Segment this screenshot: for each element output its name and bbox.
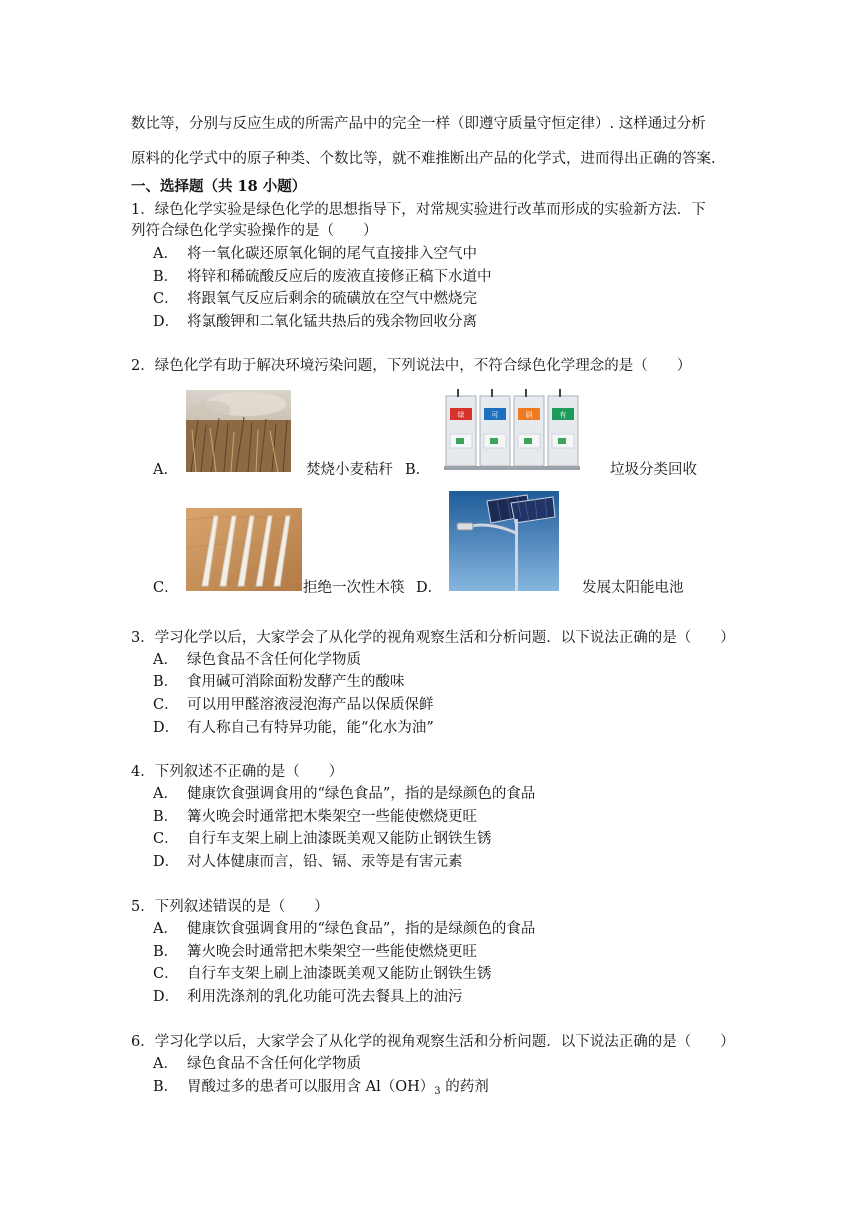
bin-label: 厨 <box>525 411 533 419</box>
option-text: 利用洗涤剂的乳化功能可洗去餐具上的油污 <box>187 989 463 1005</box>
solar-streetlight-image <box>449 491 559 591</box>
option-text-tail: 的药剂 <box>440 1079 489 1095</box>
subscript: 3 <box>434 1086 441 1097</box>
option-letter: A． <box>153 921 178 937</box>
option-letter: C． <box>153 831 179 847</box>
option-text: 焚烧小麦秸秆 <box>306 462 393 478</box>
option-text: 篝火晚会时通常把木柴架空一些能使燃烧更旺 <box>187 944 477 960</box>
question-6-stem: 6．学习化学以后，大家学会了从化学的视角观察生活和分析问题．以下说法正确的是（ ） <box>131 1034 735 1050</box>
option-text: 健康饮食强调食用的“绿色食品”，指的是绿颜色的食品 <box>187 786 536 802</box>
option-letter: D． <box>153 720 180 736</box>
option-letter: B． <box>153 1079 179 1095</box>
option-letter: D． <box>416 580 443 596</box>
option-letter: A． <box>153 652 178 668</box>
option-text <box>187 1075 489 1096</box>
bin-label: 有 <box>559 411 567 419</box>
option-text: 将氯酸钾和二氧化锰共热后的残余物回收分离 <box>187 314 477 330</box>
option-letter: B． <box>405 462 431 478</box>
option-text: 将跟氧气反应后剩余的硫磺放在空气中燃烧完 <box>187 291 477 307</box>
option-letter: D． <box>153 854 180 870</box>
bin-label: 绿 <box>457 411 465 419</box>
option-text: 自行车支架上刷上油漆既美观又能防止钢铁生锈 <box>187 831 492 847</box>
question-5-stem: 5．下列叙述错误的是（ ） <box>131 899 329 915</box>
option-letter: B． <box>153 674 179 690</box>
option-letter: C． <box>153 697 179 713</box>
option-letter: C． <box>153 291 179 307</box>
option-letter: B． <box>153 809 179 825</box>
option-text: 有人称自己有特异功能，能“化水为油” <box>187 720 434 736</box>
intro-line-1: 数比等，分别与反应生成的所需产品中的完全一样（即遵守质量守恒定律）. 这样通过分析 <box>131 116 706 132</box>
option-text: 将一氧化碳还原氧化铜的尾气直接排入空气中 <box>187 246 477 262</box>
bin-label: 可 <box>491 411 499 419</box>
option-text: 篝火晚会时通常把木柴架空一些能使燃烧更旺 <box>187 809 477 825</box>
option-letter: A． <box>153 786 178 802</box>
option-text: 自行车支架上刷上油漆既美观又能防止钢铁生锈 <box>187 966 492 982</box>
option-letter: A． <box>153 246 178 262</box>
question-1-stem-line-1: 1．绿色化学实验是绿色化学的思想指导下，对常规实验进行改革而形成的实验新方法．下 <box>131 202 706 218</box>
option-text-main: 胃酸过多的患者可以服用含 Al（OH） <box>187 1079 435 1095</box>
recycling-bins-image <box>438 386 588 476</box>
question-4-stem: 4．下列叙述不正确的是（ ） <box>131 764 344 780</box>
option-text: 垃圾分类回收 <box>610 462 697 478</box>
option-text: 可以用甲醛溶液浸泡海产品以保质保鲜 <box>187 697 434 713</box>
option-letter: D． <box>153 989 180 1005</box>
option-letter: B． <box>153 944 179 960</box>
section-title: 一、选择题（共 18 小题） <box>131 178 307 195</box>
option-text: 绿色食品不含任何化学物质 <box>187 1056 361 1072</box>
option-letter: C． <box>153 966 179 982</box>
option-text: 食用碱可消除面粉发酵产生的酸味 <box>187 674 405 690</box>
option-text: 健康饮食强调食用的“绿色食品”，指的是绿颜色的食品 <box>187 921 536 937</box>
option-letter: D． <box>153 314 180 330</box>
intro-line-2: 原料的化学式中的原子种类、个数比等，就不难推断出产品的化学式，进而得出正确的答案. <box>131 151 716 167</box>
option-text: 绿色食品不含任何化学物质 <box>187 652 361 668</box>
option-text: 拒绝一次性木筷 <box>303 580 405 596</box>
chopsticks-image <box>186 508 302 591</box>
option-letter: A． <box>153 462 178 478</box>
option-letter: C． <box>153 580 179 596</box>
question-1-stem-line-2: 列符合绿色化学实验操作的是（ ） <box>131 223 378 239</box>
option-text: 将锌和稀硫酸反应后的废液直接修正稿下水道中 <box>187 269 492 285</box>
question-3-stem: 3．学习化学以后，大家学会了从化学的视角观察生活和分析问题．以下说法正确的是（ ） <box>131 630 735 646</box>
burning-straw-image <box>186 390 291 472</box>
option-text: 对人体健康而言，铅、镉、汞等是有害元素 <box>187 854 463 870</box>
option-letter: A． <box>153 1056 178 1072</box>
question-2-stem: 2．绿色化学有助于解决环境污染问题，下列说法中，不符合绿色化学理念的是（ ） <box>131 358 692 374</box>
option-text: 发展太阳能电池 <box>582 580 684 596</box>
option-letter: B． <box>153 269 179 285</box>
